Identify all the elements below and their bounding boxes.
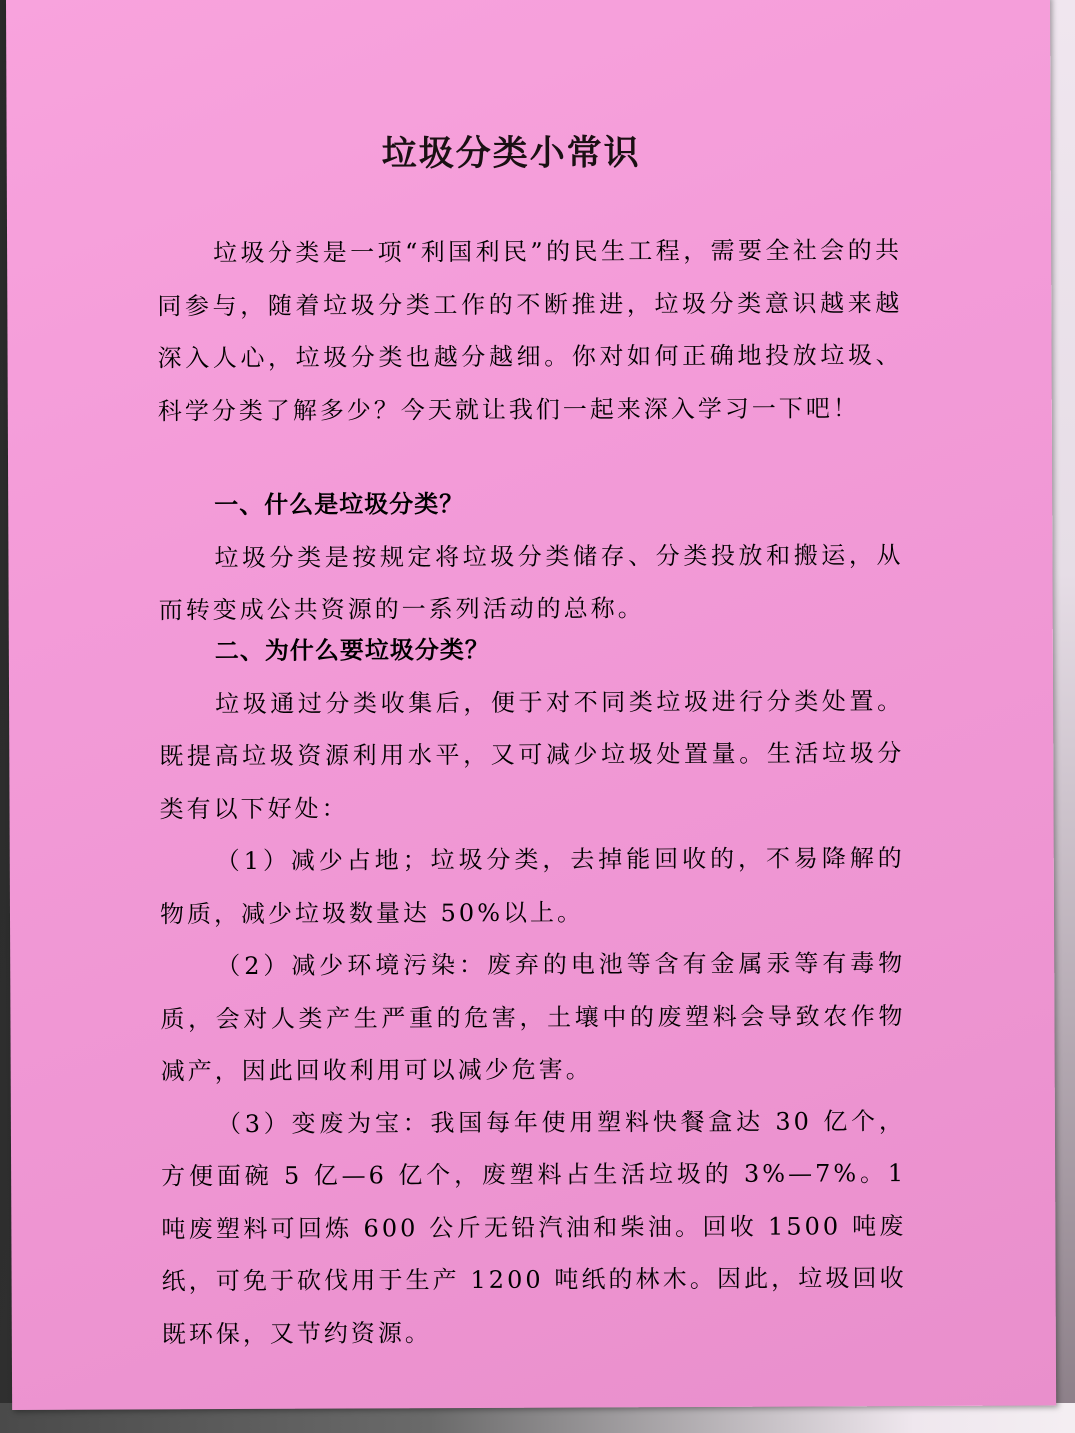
- section1-paragraph: 垃圾分类是按规定将垃圾分类储存、分类投放和搬运，从而转变成公共资源的一系列活动的总称。: [158, 540, 904, 625]
- section1-block: [158, 476, 904, 637]
- section1-heading: 一、什么是垃圾分类？: [214, 490, 465, 520]
- pink-paper-sheet: [6, 0, 1056, 1410]
- section2-heading: 二、为什么要垃圾分类？: [214, 635, 490, 666]
- section2-block: [159, 622, 907, 1360]
- section2-paragraph: 垃圾通过分类收集后，便于对不同类垃圾进行分类处置。既提高垃圾资源利用水平，又可减少垃圾处置量。生活垃圾分类有以下好处：: [159, 686, 905, 823]
- benefit-item-3: （3）变废为宝：我国每年使用塑料快餐盒达 30 亿个，方便面碗 5 亿—6 亿个，废塑料占生活垃圾的 3%—7%。1吨废塑料可回炼 600 公斤无铅汽油和柴油。回收 1500 吨废纸，可免于砍伐用于生产 1200 吨纸的林木。因此，垃圾回收既环保，又节约资源。: [161, 1106, 907, 1348]
- intro-paragraph: 垃圾分类是一项“利国利民”的民生工程，需要全社会的共同参与，随着垃圾分类工作的不断推进，垃圾分类意识越来越深入人心，垃圾分类也越分越细。你对如何正确地投放垃圾、科学分类了解多少？今天就让我们一起来深入学习一下吧！: [157, 236, 903, 425]
- document-title: 垃圾分类小常识: [381, 132, 641, 175]
- benefit-item-1: （1）减少占地；垃圾分类，去掉能回收的，不易降解的物质，减少垃圾数量达 50%以上。: [159, 844, 905, 928]
- benefit-item-2: （2）减少环境污染：废弃的电池等含有金属汞等有毒物质，会对人类产生严重的危害，土壤中的废塑料会导致农作物减产，因此回收利用可以减少危害。: [160, 949, 906, 1086]
- intro-block: [157, 224, 903, 437]
